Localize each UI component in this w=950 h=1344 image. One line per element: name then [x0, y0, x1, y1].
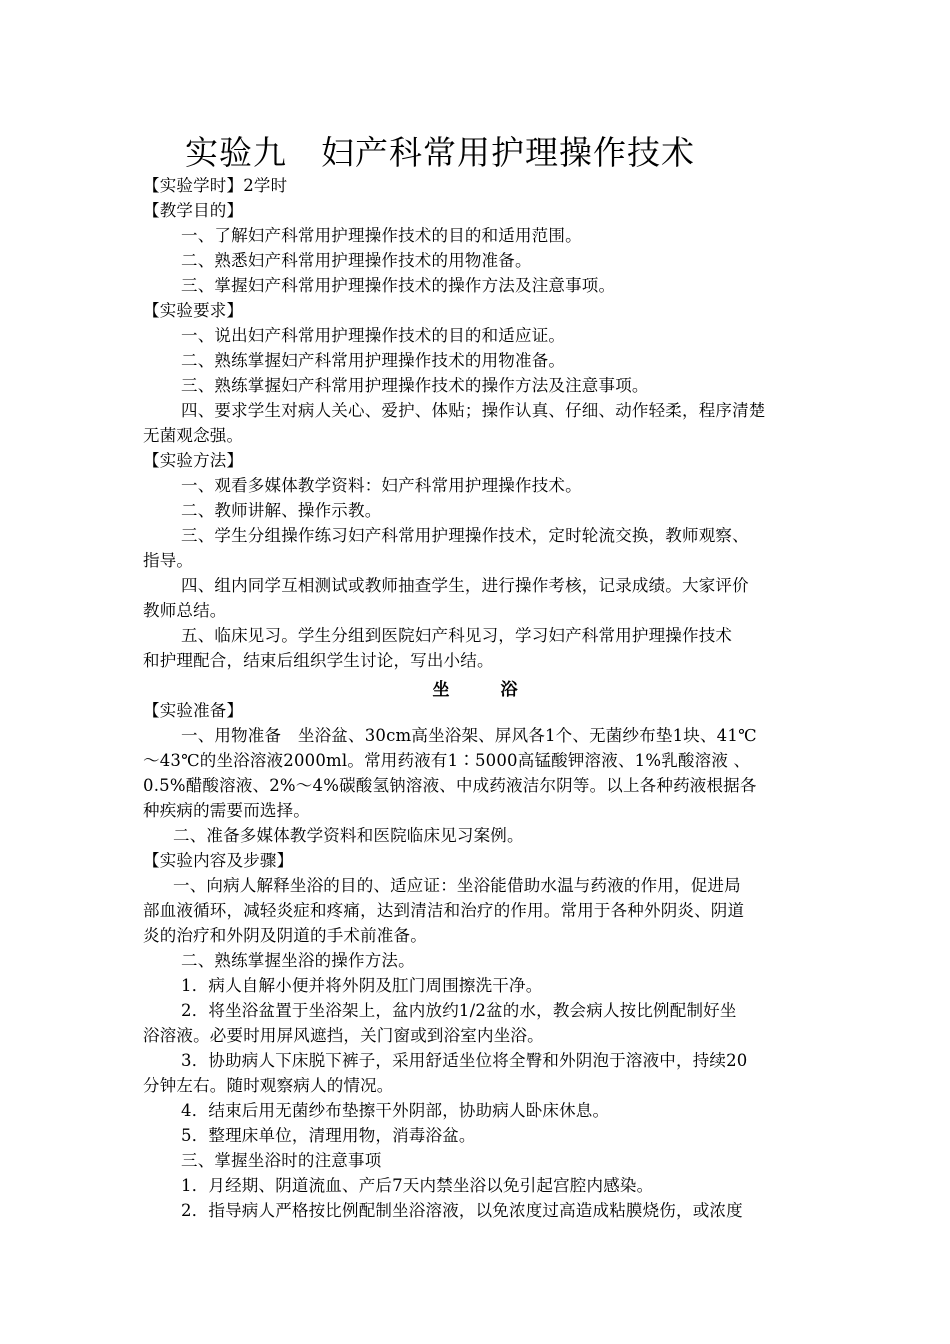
text-line: 三、熟练掌握妇产科常用护理操作技术的操作方法及注意事项。	[181, 376, 649, 395]
text-line: ～43℃的坐浴溶液2000ml。常用药液有1∶5000高锰酸钾溶液、1%乳酸溶液 、	[143, 751, 751, 770]
text-line: 炎的治疗和外阴及阴道的手术前准备。	[143, 926, 427, 945]
section-heading: 【教学目的】	[143, 201, 244, 220]
text-line: 二、熟练掌握坐浴的操作方法。	[181, 951, 415, 970]
text-line: 一、说出妇产科常用护理操作技术的目的和适应证。	[181, 326, 566, 345]
text-line: 四、要求学生对病人关心、爱护、体贴；操作认真、仔细、动作轻柔，程序清楚	[181, 401, 766, 420]
text-line: 三、学生分组操作练习妇产科常用护理操作技术，定时轮流交换，教师观察、	[181, 526, 749, 545]
text-line: 指导。	[143, 551, 194, 570]
section-title: 坐 浴	[432, 680, 518, 700]
text-line: 2．将坐浴盆置于坐浴架上，盆内放约1/2盆的水，教会病人按比例配制好坐	[181, 1001, 737, 1020]
text-line: 一、观看多媒体教学资料：妇产科常用护理操作技术。	[181, 476, 582, 495]
text-line: 无菌观念强。	[143, 426, 244, 445]
text-line: 一、向病人解释坐浴的目的、适应证：坐浴能借助水温与药液的作用，促进局	[173, 876, 741, 895]
page-title: 实验九 妇产科常用护理操作技术	[185, 133, 695, 172]
text-line: 部血液循环，减轻炎症和疼痛，达到清洁和治疗的作用。常用于各种外阴炎、阴道	[143, 901, 745, 920]
text-line: 二、教师讲解、操作示教。	[181, 501, 382, 520]
section-heading: 【实验要求】	[143, 301, 244, 320]
text-line: 分钟左右。随时观察病人的情况。	[143, 1076, 394, 1095]
text-line: 2．指导病人严格按比例配制坐浴溶液，以免浓度过高造成粘膜烧伤，或浓度	[181, 1201, 743, 1220]
text-line: 1．病人自解小便并将外阴及肛门周围擦洗干净。	[181, 976, 543, 995]
text-line: 3．协助病人下床脱下裤子，采用舒适坐位将全臀和外阴泡于溶液中，持续20	[181, 1051, 748, 1070]
text-line: 四、组内同学互相测试或教师抽查学生，进行操作考核，记录成绩。大家评价	[181, 576, 749, 595]
text-line: 一、用物准备 坐浴盆、30cm高坐浴架、屏风各1个、无菌纱布垫1块、41℃	[181, 726, 757, 745]
text-line: 二、熟悉妇产科常用护理操作技术的用物准备。	[181, 251, 532, 270]
text-line: 1．月经期、阴道流血、产后7天内禁坐浴以免引起宫腔内感染。	[181, 1176, 654, 1195]
text-line: 二、熟练掌握妇产科常用护理操作技术的用物准备。	[181, 351, 566, 370]
text-line: 二、准备多媒体教学资料和医院临床见习案例。	[173, 826, 524, 845]
text-line: 教师总结。	[143, 601, 227, 620]
text-line: 三、掌握妇产科常用护理操作技术的操作方法及注意事项。	[181, 276, 616, 295]
text-line: 和护理配合，结束后组织学生讨论，写出小结。	[143, 651, 494, 670]
text-line: 浴溶液。必要时用屏风遮挡，关门窗或到浴室内坐浴。	[143, 1026, 544, 1045]
text-line: 一、了解妇产科常用护理操作技术的目的和适用范围。	[181, 226, 582, 245]
text-line: 5．整理床单位，清理用物，消毒浴盆。	[181, 1126, 476, 1145]
text-line: 三、掌握坐浴时的注意事项	[181, 1151, 382, 1170]
section-heading: 【实验方法】	[143, 451, 244, 470]
text-line: 4．结束后用无菌纱布垫擦干外阴部，协助病人卧床休息。	[181, 1101, 610, 1120]
section-heading: 【实验准备】	[143, 701, 244, 720]
section-heading: 【实验内容及步骤】	[143, 851, 294, 870]
text-line: 种疾病的需要而选择。	[143, 801, 310, 820]
text-line: 0.5%醋酸溶液、2%～4%碳酸氢钠溶液、中成药液洁尔阴等。以上各种药液根据各	[143, 776, 757, 795]
text-line: 【实验学时】2学时	[143, 176, 288, 195]
text-line: 五、临床见习。学生分组到医院妇产科见习，学习妇产科常用护理操作技术	[181, 626, 733, 645]
